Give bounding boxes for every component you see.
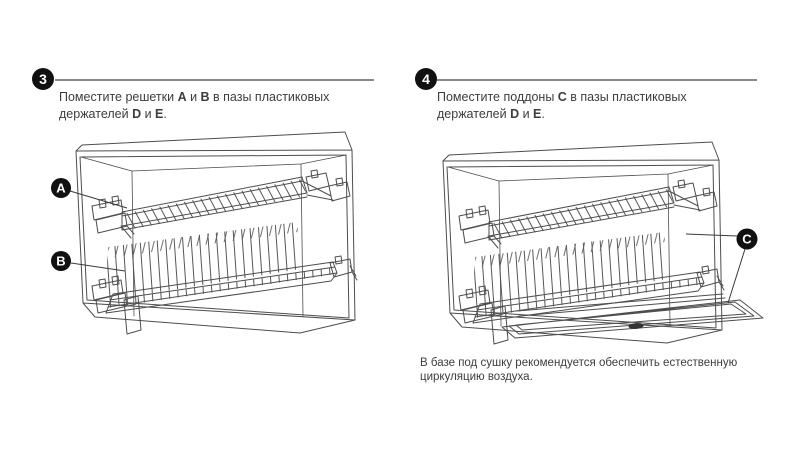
ventilation-note: В базе под сушку рекомендуется обеспечить естественную циркуляцию воздуха. [420, 357, 738, 383]
tray-handle [629, 323, 643, 329]
callout-b-letter: B [56, 253, 66, 269]
callout-a [51, 178, 127, 208]
step-3-badge: 3 [32, 68, 54, 90]
step-4-instruction: Поместите поддоны C в пазы пластиковых держателей D и E. [437, 90, 687, 121]
cabinet-step4-drawing [443, 142, 724, 344]
cabinet-step3-drawing [76, 132, 357, 334]
callout-c-letter: C [742, 231, 752, 247]
step-3-instruction: Поместите решетки A и B в пазы пластиковых держателей D и E. [59, 90, 330, 121]
callout-a-letter: A [56, 180, 66, 196]
step-4-badge: 4 [415, 68, 437, 90]
